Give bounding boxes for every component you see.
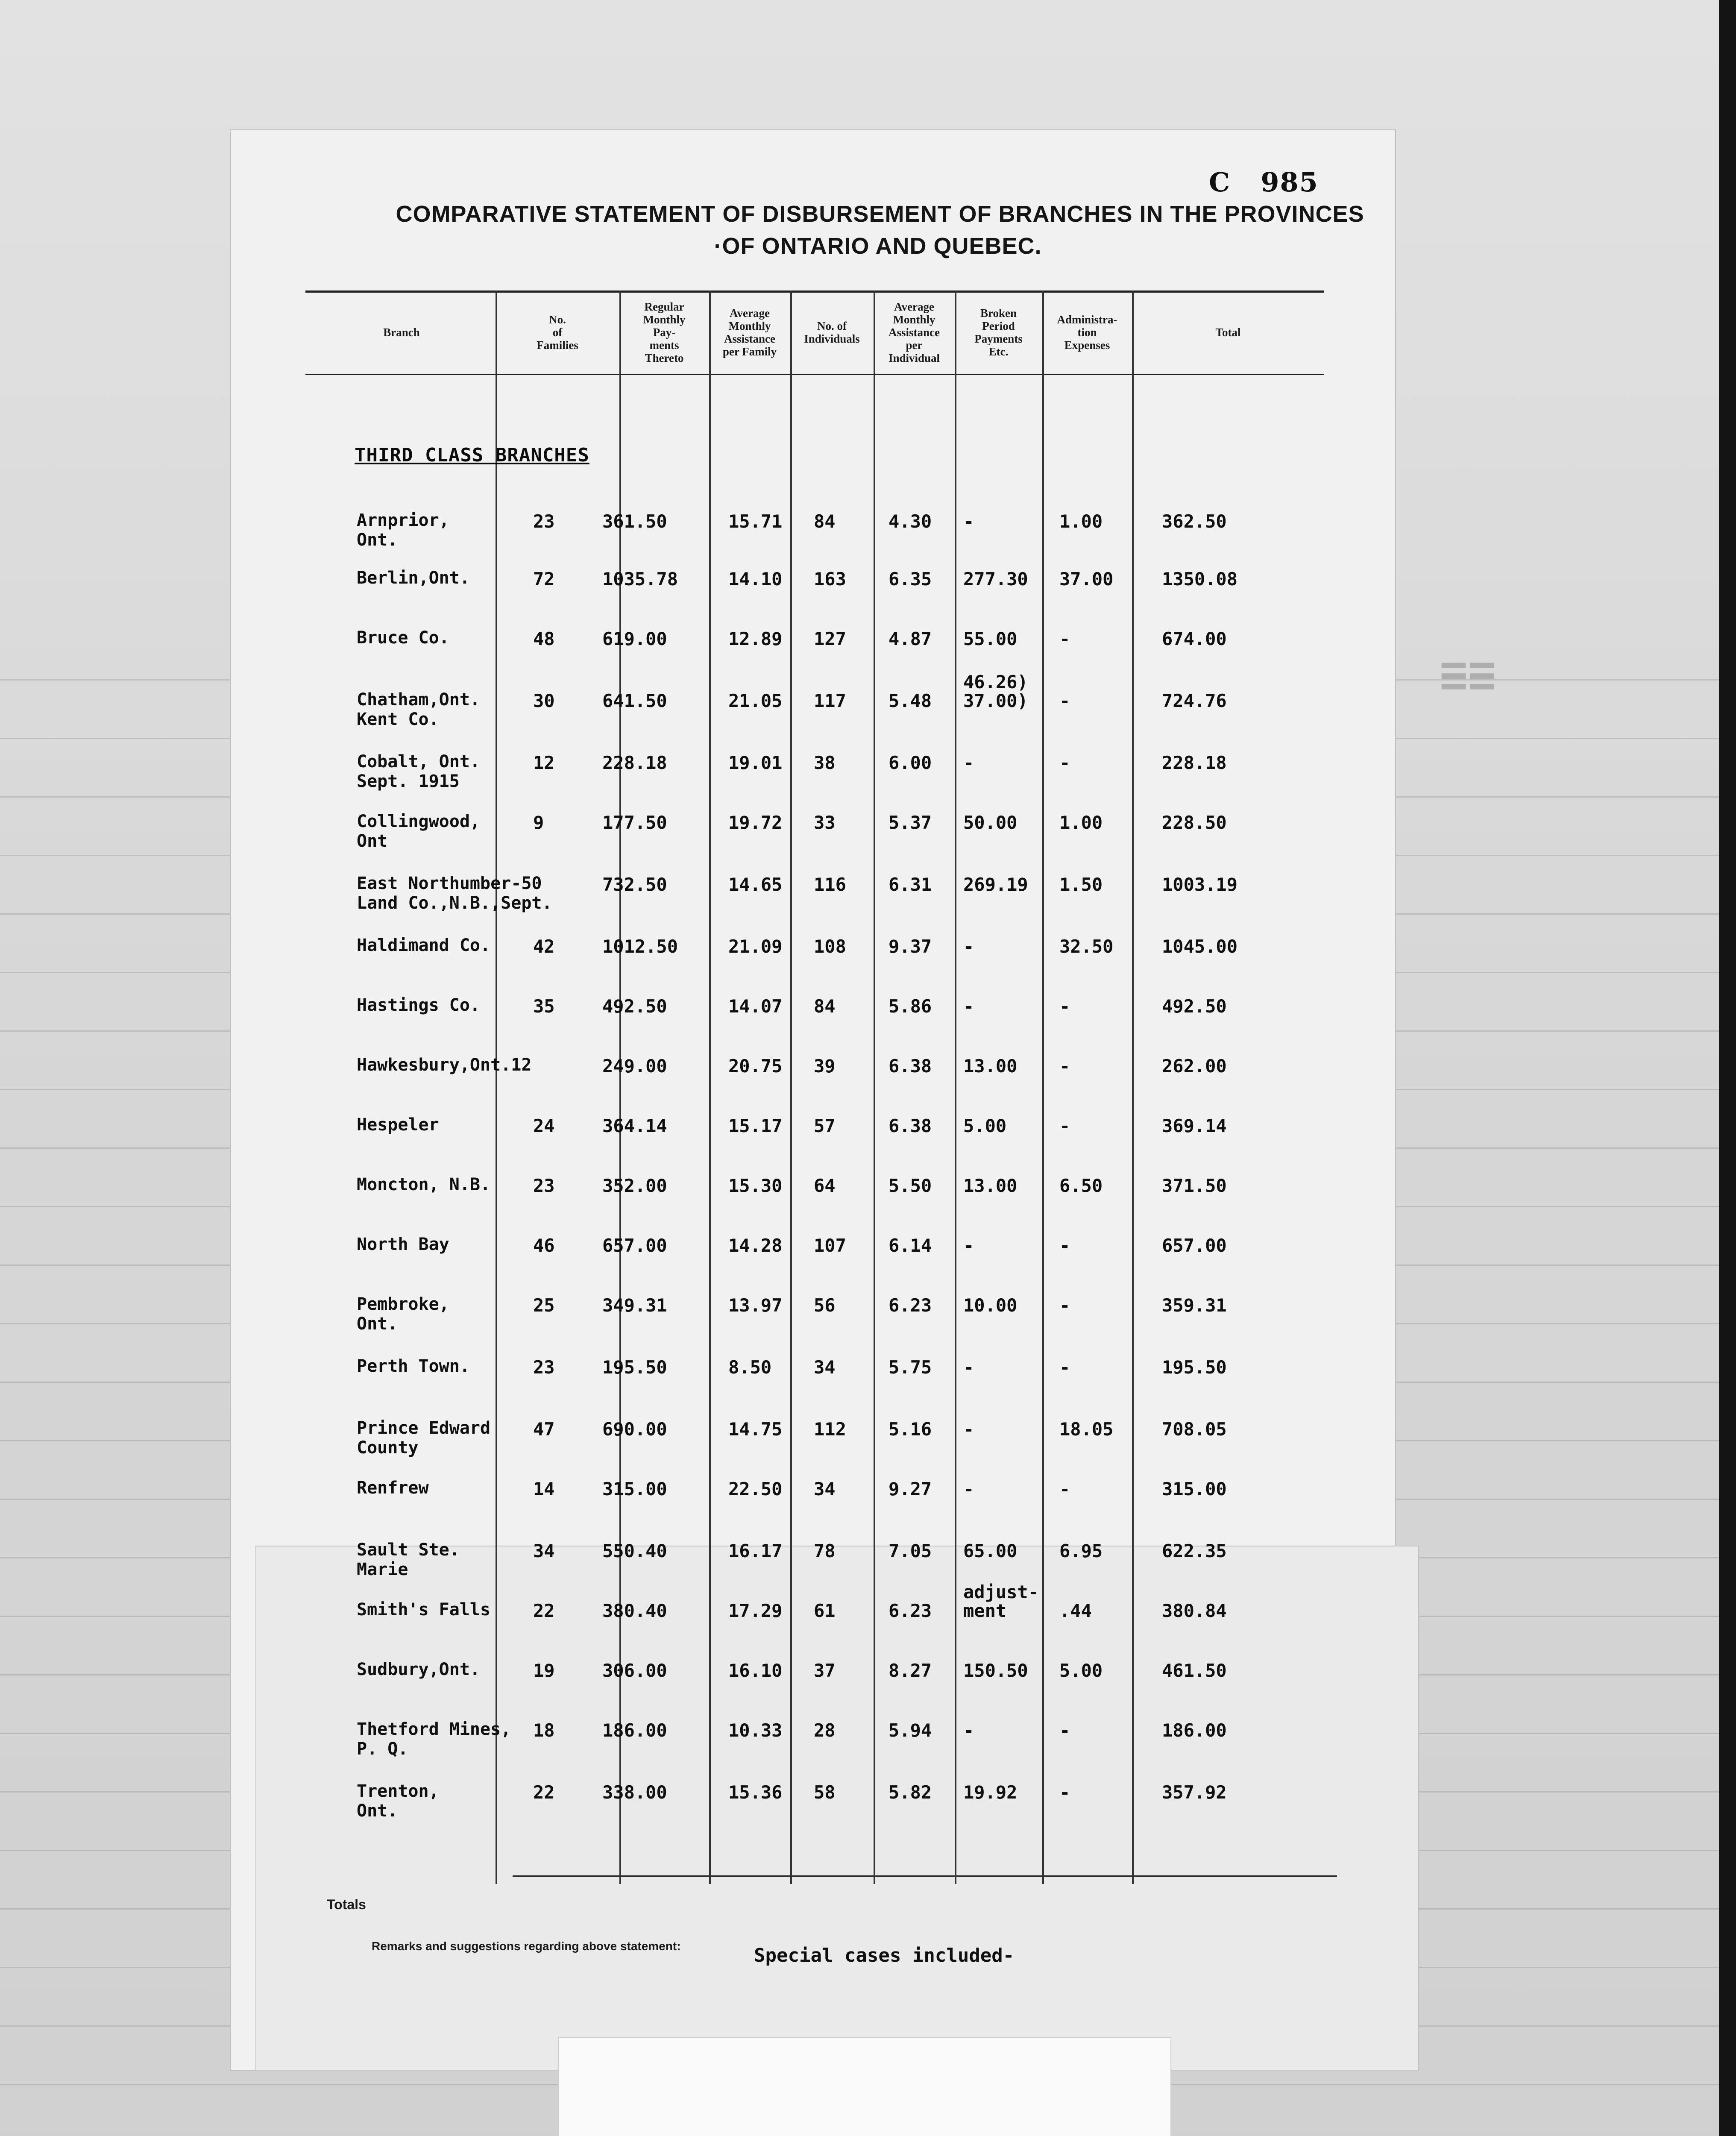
cell-broken: - [963,936,974,957]
cell-avg-individual: 5.86 [889,996,932,1017]
remarks-text: Special cases included- [754,1945,1015,1966]
cell-avg-family: 16.17 [728,1540,783,1561]
branch-name: Trenton, Ont. [357,1781,439,1821]
cell-regular: 195.50 [602,1357,667,1378]
cell-admin: 37.00 [1059,569,1114,590]
cell-families: 22 [533,1600,555,1621]
cell-regular: 228.18 [602,752,667,773]
cell-avg-family: 14.75 [728,1419,783,1440]
cell-families: 42 [533,936,555,957]
cell-avg-individual: 5.50 [889,1175,932,1196]
cell-individuals: 117 [814,690,846,711]
cell-families: 23 [533,1175,555,1196]
cell-avg-family: 14.10 [728,569,783,590]
cell-avg-family: 19.72 [728,812,783,833]
cell-broken: - [963,752,974,773]
cell-avg-individual: 7.05 [889,1540,932,1561]
cell-families: 30 [533,690,555,711]
branch-name: Hespeler [357,1115,439,1135]
cell-total: 622.35 [1162,1540,1227,1561]
table-column-rule [709,290,711,1884]
reference-prefix: C [1209,167,1231,198]
cell-families: 72 [533,569,555,590]
cell-avg-family: 15.71 [728,511,783,532]
cell-admin: - [1059,996,1070,1017]
branch-name: Hastings Co. [357,995,480,1015]
cell-individuals: 38 [814,752,836,773]
cell-regular: 1012.50 [602,936,678,957]
branch-name: Collingwood, Ont [357,812,480,851]
cell-regular: 306.00 [602,1660,667,1681]
cell-families: 12 [533,752,555,773]
cell-individuals: 33 [814,812,836,833]
cell-regular: 690.00 [602,1419,667,1440]
cell-total: 708.05 [1162,1419,1227,1440]
branch-name: Chatham,Ont. Kent Co. [357,690,480,729]
reference-number: 985 [1261,167,1319,198]
cell-broken: - [963,1357,974,1378]
cell-total: 492.50 [1162,996,1227,1017]
cell-individuals: 84 [814,996,836,1017]
cell-avg-family: 22.50 [728,1479,783,1499]
cell-admin: 6.50 [1059,1175,1103,1196]
cell-families: 19 [533,1660,555,1681]
cell-regular: 361.50 [602,511,667,532]
cell-admin: - [1059,1782,1070,1803]
cell-avg-family: 19.01 [728,752,783,773]
cell-admin: 5.00 [1059,1660,1103,1681]
cell-avg-family: 8.50 [728,1357,772,1378]
cell-families: 48 [533,628,555,649]
cell-individuals: 61 [814,1600,836,1621]
section-label: THIRD CLASS BRANCHES [355,444,589,466]
cell-avg-family: 14.65 [728,874,783,895]
table-column-rule [1042,290,1044,1884]
cell-avg-individual: 5.37 [889,812,932,833]
column-header: Administra- tion Expenses [1057,313,1117,352]
cell-avg-individual: 5.16 [889,1419,932,1440]
cell-individuals: 58 [814,1782,836,1803]
cell-regular: 338.00 [602,1782,667,1803]
cell-individuals: 28 [814,1720,836,1741]
cell-broken: - [963,996,974,1017]
cell-admin: 32.50 [1059,936,1114,957]
cell-individuals: 64 [814,1175,836,1196]
cell-avg-individual: 4.87 [889,628,932,649]
cell-avg-family: 10.33 [728,1720,783,1741]
cell-individuals: 56 [814,1295,836,1316]
branch-name: Arnprior, Ont. [357,511,449,550]
cell-total: 359.31 [1162,1295,1227,1316]
branch-name: Pembroke, Ont. [357,1294,449,1334]
cell-regular: 619.00 [602,628,667,649]
cell-admin: - [1059,1115,1070,1136]
cell-admin: 18.05 [1059,1419,1114,1440]
cell-broken: - [963,511,974,532]
cell-avg-family: 21.09 [728,936,783,957]
cell-individuals: 108 [814,936,846,957]
branch-name: Berlin,Ont. [357,568,470,588]
cell-total: 357.92 [1162,1782,1227,1803]
cell-admin: - [1059,752,1070,773]
cell-total: 315.00 [1162,1479,1227,1499]
column-header: Total [1215,326,1241,339]
cell-broken: - [963,1235,974,1256]
branch-name: Perth Town. [357,1356,470,1376]
table-column-rule [790,290,792,1884]
cell-regular: 249.00 [602,1056,667,1077]
cell-individuals: 37 [814,1660,836,1681]
cell-regular: 492.50 [602,996,667,1017]
cell-broken: 65.00 [963,1540,1018,1561]
cell-avg-individual: 6.38 [889,1056,932,1077]
cell-families: 9 [533,812,544,833]
cell-broken: 55.00 [963,628,1018,649]
cell-regular: 641.50 [602,690,667,711]
branch-name: Thetford Mines, P. Q. [357,1719,511,1759]
table-horizontal-rule [305,290,1324,293]
cell-families: 34 [533,1540,555,1561]
cell-individuals: 127 [814,628,846,649]
cell-individuals: 34 [814,1479,836,1499]
cell-avg-family: 14.28 [728,1235,783,1256]
cell-avg-family: 13.97 [728,1295,783,1316]
branch-name: Hawkesbury,Ont.12 [357,1055,532,1075]
table-column-rule [496,290,497,1884]
cell-total: 724.76 [1162,690,1227,711]
cell-admin: - [1059,1295,1070,1316]
cell-total: 1003.19 [1162,874,1238,895]
cell-total: 369.14 [1162,1115,1227,1136]
cell-broken: 13.00 [963,1175,1018,1196]
cell-total: 228.50 [1162,812,1227,833]
branch-name: Prince Edward County [357,1418,491,1458]
cell-admin: 1.00 [1059,812,1103,833]
cell-avg-individual: 4.30 [889,511,932,532]
cell-broken: 13.00 [963,1056,1018,1077]
cell-families: 46 [533,1235,555,1256]
cell-avg-family: 16.10 [728,1660,783,1681]
cell-admin: 1.50 [1059,874,1103,895]
cell-avg-individual: 5.48 [889,690,932,711]
cell-avg-family: 15.17 [728,1115,783,1136]
cell-avg-individual: 9.27 [889,1479,932,1499]
cell-broken: 10.00 [963,1295,1018,1316]
cell-families: 25 [533,1295,555,1316]
column-header: Average Monthly Assistance per Family [722,306,777,358]
branch-name: Sault Ste. Marie [357,1540,460,1579]
cell-regular: 315.00 [602,1479,667,1499]
cell-total: 1350.08 [1162,569,1238,590]
cell-regular: 177.50 [602,812,667,833]
cell-avg-individual: 5.82 [889,1782,932,1803]
column-header: Branch [383,326,420,339]
branch-name: Renfrew [357,1478,429,1498]
cell-avg-individual: 6.31 [889,874,932,895]
cell-broken: 50.00 [963,812,1018,833]
cell-total: 657.00 [1162,1235,1227,1256]
archive-label-card [559,2038,1170,2136]
cell-total: 186.00 [1162,1720,1227,1741]
cell-regular: 364.14 [602,1115,667,1136]
branch-name: Haldimand Co. [357,936,491,955]
cell-avg-individual: 8.27 [889,1660,932,1681]
cell-individuals: 163 [814,569,846,590]
column-header: Broken Period Payments Etc. [974,306,1023,358]
column-header: No. of Individuals [804,319,860,345]
table-column-rule [874,290,875,1884]
branch-name: Moncton, N.B. [357,1175,491,1194]
cell-avg-family: 14.07 [728,996,783,1017]
cell-admin: - [1059,1235,1070,1256]
cell-total: 262.00 [1162,1056,1227,1077]
cell-individuals: 116 [814,874,846,895]
cell-total: 195.50 [1162,1357,1227,1378]
cell-avg-individual: 6.23 [889,1295,932,1316]
table-column-rule [955,290,956,1884]
column-header: No. of Families [537,313,578,352]
cell-avg-family: 15.30 [728,1175,783,1196]
cell-individuals: 57 [814,1115,836,1136]
table-horizontal-rule [305,374,1324,375]
cell-admin: 6.95 [1059,1540,1103,1561]
cell-families: 47 [533,1419,555,1440]
cell-broken: 277.30 [963,569,1028,590]
cell-individuals: 107 [814,1235,846,1256]
cell-individuals: 84 [814,511,836,532]
branch-name: Cobalt, Ont. Sept. 1915 [357,752,480,791]
cell-broken: - [963,1479,974,1499]
cell-individuals: 34 [814,1357,836,1378]
cell-avg-individual: 6.00 [889,752,932,773]
totals-label: Totals [327,1897,366,1912]
cell-avg-individual: 6.35 [889,569,932,590]
cell-families: 24 [533,1115,555,1136]
cell-avg-family: 15.36 [728,1782,783,1803]
branch-name: Bruce Co. [357,628,449,648]
cell-avg-individual: 9.37 [889,936,932,957]
cell-broken: 269.19 [963,874,1028,895]
cell-admin: - [1059,1720,1070,1741]
table-horizontal-rule [513,1875,1337,1877]
cell-avg-family: 21.05 [728,690,783,711]
cell-broken: - [963,1419,974,1440]
cell-avg-family: 12.89 [728,628,783,649]
cell-avg-family: 17.29 [728,1600,783,1621]
cell-avg-individual: 6.14 [889,1235,932,1256]
cell-admin: - [1059,690,1070,711]
table-column-rule [1132,290,1134,1884]
reference-code [1209,167,1319,198]
branch-name: Sudbury,Ont. [357,1660,480,1679]
cell-avg-individual: 5.94 [889,1720,932,1741]
cell-regular: 349.31 [602,1295,667,1316]
film-edge-right [1719,0,1736,2136]
column-header: Average Monthly Assistance per Individual [888,300,940,364]
branch-name: East Northumber-50 Land Co.,N.B.,Sept. [357,874,552,913]
cell-avg-individual: 6.38 [889,1115,932,1136]
cell-families: 23 [533,511,555,532]
cell-avg-individual: 6.23 [889,1600,932,1621]
cell-avg-individual: 5.75 [889,1357,932,1378]
cell-regular: 1035.78 [602,569,678,590]
cell-total: 380.84 [1162,1600,1227,1621]
cell-admin: - [1059,1056,1070,1077]
cell-families: 22 [533,1782,555,1803]
cell-total: 1045.00 [1162,936,1238,957]
margin-pencil-mark: ≡≡ [1440,647,1496,702]
column-header: Regular Monthly Pay- ments Thereto [643,300,686,364]
document-title-line-2: ·OF ONTARIO AND QUEBEC. [714,233,1042,259]
cell-families: 23 [533,1357,555,1378]
remarks-label: Remarks and suggestions regarding above statement: [372,1939,681,1953]
cell-families: 18 [533,1720,555,1741]
cell-admin: - [1059,628,1070,649]
cell-total: 674.00 [1162,628,1227,649]
cell-families: 35 [533,996,555,1017]
branch-name: North Bay [357,1235,449,1254]
cell-broken: - [963,1720,974,1741]
cell-regular: 657.00 [602,1235,667,1256]
cell-admin: 1.00 [1059,511,1103,532]
cell-admin: - [1059,1479,1070,1499]
cell-total: 228.18 [1162,752,1227,773]
cell-broken: adjust- ment [963,1581,1039,1621]
cell-individuals: 112 [814,1419,846,1440]
document-title-line-1: COMPARATIVE STATEMENT OF DISBURSEMENT OF BRANCHES IN THE PROVINCES [396,201,1364,227]
cell-admin: .44 [1059,1600,1092,1621]
cell-regular: 550.40 [602,1540,667,1561]
cell-regular: 380.40 [602,1600,667,1621]
cell-individuals: 78 [814,1540,836,1561]
cell-avg-family: 20.75 [728,1056,783,1077]
cell-regular: 732.50 [602,874,667,895]
cell-total: 461.50 [1162,1660,1227,1681]
cell-broken: 19.92 [963,1782,1018,1803]
cell-total: 371.50 [1162,1175,1227,1196]
cell-broken: 46.26) 37.00) [963,672,1028,711]
cell-families: 14 [533,1479,555,1499]
cell-regular: 186.00 [602,1720,667,1741]
cell-broken: 5.00 [963,1115,1007,1136]
branch-name: Smith's Falls [357,1600,491,1620]
cell-total: 362.50 [1162,511,1227,532]
cell-admin: - [1059,1357,1070,1378]
cell-individuals: 39 [814,1056,836,1077]
cell-broken: 150.50 [963,1660,1028,1681]
cell-regular: 352.00 [602,1175,667,1196]
